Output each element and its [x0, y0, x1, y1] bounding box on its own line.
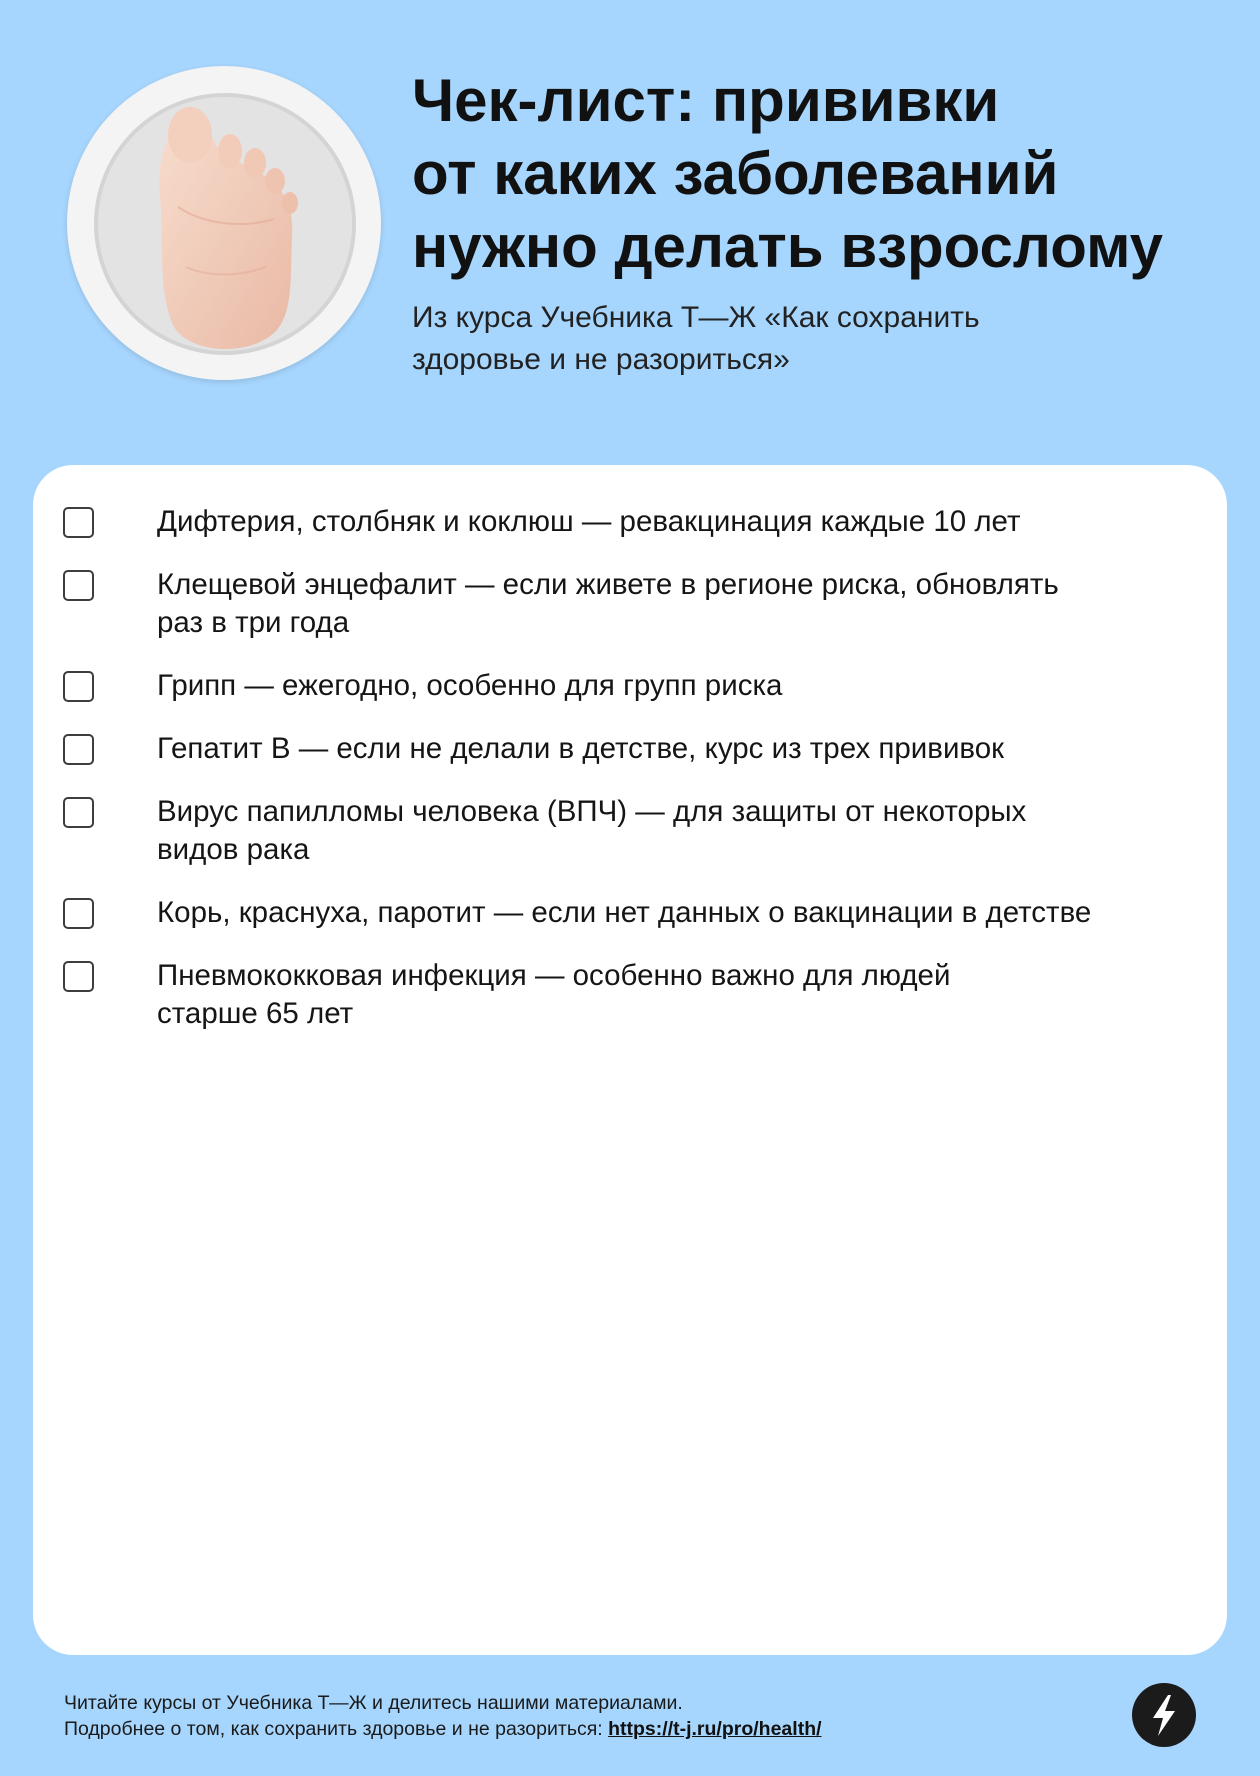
checklist-item-line: видов рака — [157, 833, 310, 866]
checklist-item-text — [157, 793, 1203, 869]
checklist-item-text — [157, 566, 1203, 642]
checklist-item-text — [157, 894, 1203, 932]
subtitle-line: здоровье и не разориться» — [412, 343, 790, 376]
checkbox[interactable] — [63, 961, 94, 992]
title-line: от каких заболеваний — [412, 140, 1059, 207]
checklist-item — [63, 667, 1203, 705]
checklist-item-line: Дифтерия, столбняк и коклюш — ревакцинация каждые 10 лет — [157, 505, 1021, 538]
checklist-item-line: Гепатит B — если не делали в детстве, курс из трех прививок — [157, 732, 1005, 765]
checklist-item-line: старше 65 лет — [157, 997, 354, 1030]
checklist-item — [63, 566, 1203, 642]
checkbox[interactable] — [63, 734, 94, 765]
checklist-item — [63, 957, 1203, 1033]
checkbox[interactable] — [63, 671, 94, 702]
header — [0, 0, 1260, 440]
checkbox[interactable] — [63, 507, 94, 538]
checklist-item — [63, 894, 1203, 932]
checklist-item-line: Корь, краснуха, паротит — если нет данных о вакцинации в детстве — [157, 896, 1092, 929]
subtitle-line: Из курса Учебника Т—Ж «Как сохранить — [412, 301, 980, 334]
checklist-item-text — [157, 957, 1203, 1033]
vaccination-checklist — [63, 503, 1203, 1058]
footer-line — [64, 1690, 1064, 1716]
checkbox[interactable] — [63, 570, 94, 601]
checklist-item — [63, 793, 1203, 869]
checkbox[interactable] — [63, 898, 94, 929]
checklist-item-text — [157, 730, 1203, 768]
checklist-item-line: Вирус папилломы человека (ВПЧ) — для защиты от некоторых — [157, 795, 1027, 828]
checklist-item-text — [157, 667, 1203, 705]
checklist-item-line: раз в три года — [157, 606, 350, 639]
checklist-card — [33, 465, 1227, 1655]
title-line: Чек-лист: прививки — [412, 67, 1000, 134]
checklist-item-line: Грипп — ежегодно, особенно для групп риска — [157, 669, 783, 702]
checklist-item-line: Пневмококковая инфекция — особенно важно для людей — [157, 959, 951, 992]
footer — [64, 1690, 1064, 1742]
page-subtitle — [412, 297, 1192, 381]
checklist-item — [63, 503, 1203, 541]
checklist-item-line: Клещевой энцефалит — если живете в регионе риска, обновлять — [157, 568, 1059, 601]
footer-text: Подробнее о том, как сохранить здоровье и не разориться: — [64, 1718, 609, 1740]
title-line: нужно делать взрослому — [412, 213, 1164, 280]
footer-link[interactable]: https://t-j.ru/pro/health/ — [608, 1718, 822, 1740]
page-title — [412, 64, 1212, 283]
footer-line — [64, 1716, 1064, 1742]
footer-text: Читайте курсы от Учебника Т—Ж и делитесь нашими материалами. — [64, 1692, 683, 1714]
checkbox[interactable] — [63, 797, 94, 828]
foot-image-badge — [67, 66, 381, 380]
checklist-item-text — [157, 503, 1203, 541]
foot-sole-image — [94, 93, 356, 355]
checklist-item — [63, 730, 1203, 768]
lightning-bolt-icon[interactable] — [1132, 1683, 1196, 1747]
